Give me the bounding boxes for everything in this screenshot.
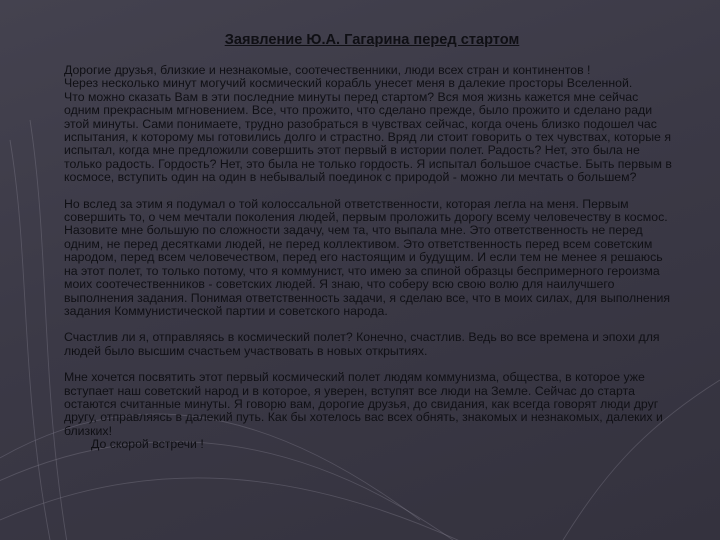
paragraph-happiness: Счастлив ли я, отправляясь в космический полет? Конечно, счастлив. Ведь во все времена и эпохи для людей было высшим счастьем участвовать в новых открытиях. (64, 330, 660, 358)
paragraph-responsibility: Но вслед за этим я подумал о той колоссальной ответственности, которая легла на меня. Первым совершить то, о чем мечтали поколения людей, первым проложить дорогу всему человечеству в космос. Назовите мне большую по сложности задачу, чем та, что выпала мне. Это ответственность не перед одним, не перед десятками людей, не перед коллективом. Это ответственность перед всем советским народом, перед всем человечеством, перед его настоящим и будущим. И если тем не менее я решаюсь на этот полет, то только потому, что я коммунист, что имею за спиной образцы беспримерного героизма моих соотечественников - советских людей. Я знаю, что соберу всю свою волю для наилучшего выполнения задания. Понимая ответственность задачи, я сделаю все, что в моих силах, для выполнения задания Коммунистической партии и советского народа. (64, 196, 671, 318)
decorative-curve (0, 478, 500, 540)
statement-text-block (64, 30, 676, 452)
paragraph-farewell: До скорой встречи ! (91, 437, 204, 452)
decorative-curve (0, 442, 460, 540)
decorative-curve (10, 140, 50, 540)
paragraph-intro: Через несколько минут могучий космический корабль унесет меня в далекие просторы Вселенной. (64, 76, 633, 91)
paragraph-gap (64, 185, 676, 198)
paragraph-dedication: Мне хочется посвятить этот первый космический полет людям коммунизма, общества, в которое уже вступает наш советский народ и в которое, я уверен, вступят все люди на Земле. Сейчас до старта остаются считанные минуты. Я говорю вам, дорогие друзья, до свидания, как всегда говорят люди друг другу, отправляясь в далекий путь. Как бы хотелось вас всех обнять, знакомых и незнакомых, далеких и близких! (64, 370, 663, 438)
paragraph-feelings: Что можно сказать Вам в эти последние минуты перед стартом? Вся моя жизнь кажется мне сейчас одним прекрасным мгновением. Все, что прожито, что сделано прежде, было прожито и сделано ради этой минуты. Сами понимаете, трудно разобраться в чувствах сейчас, когда очень близко подошел час испытания, к которому мы готовились долго и страстно. Вряд ли стоит говорить о тех чувствах, которые я испытал, когда мне предложили совершить этот первый в истории полет. Радость? Нет, это была не только радость. Гордость? Нет, это была не только гордость. Я испытал большое счастье. Быть первым в космосе, вступить один на один в небывалый поединок с природой - можно ли мечтать о большем? (64, 89, 672, 185)
page-title: Заявление Ю.А. Гагарина перед стартом (224, 32, 520, 48)
paragraph-greeting: Дорогие друзья, близкие и незнакомые, соотечественники, люди всех стран и континентов ! (64, 63, 591, 77)
